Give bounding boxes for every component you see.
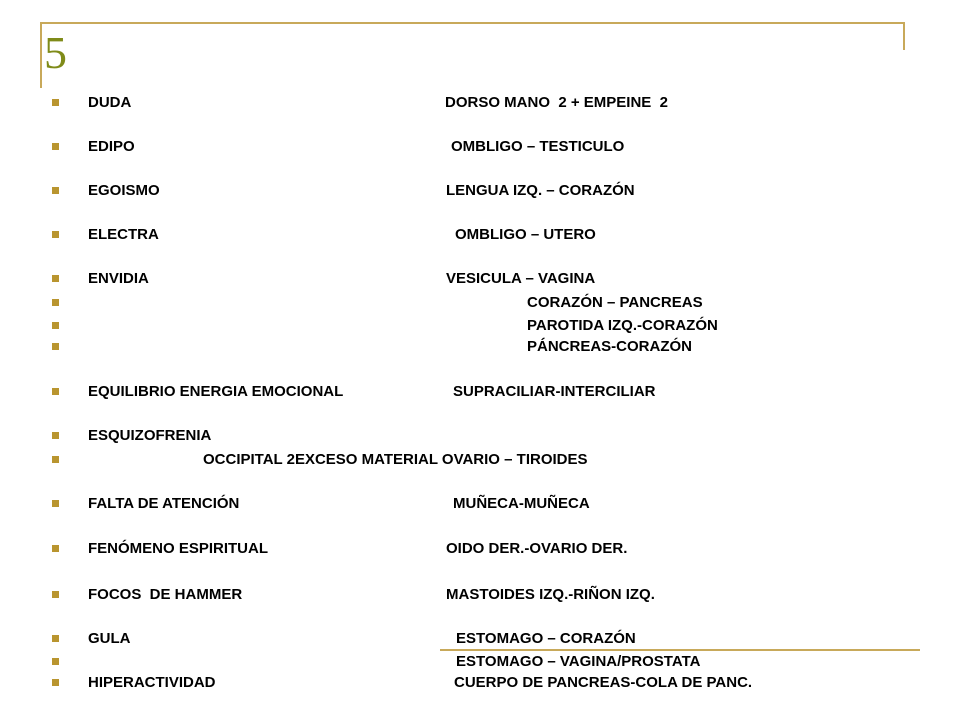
list-item xyxy=(0,629,960,649)
list-item xyxy=(0,181,960,201)
bullet-square-icon xyxy=(52,143,59,150)
bullet-square-icon xyxy=(52,322,59,329)
list-item xyxy=(0,269,960,289)
list-item xyxy=(0,673,960,693)
item-association: MUÑECA-MUÑECA xyxy=(453,495,590,512)
item-association: DORSO MANO 2 + EMPEINE 2 xyxy=(445,94,668,111)
bullet-square-icon xyxy=(52,432,59,439)
item-term: ENVIDIA xyxy=(88,270,149,287)
slide-number: 5 xyxy=(44,27,67,78)
list-item xyxy=(0,450,960,470)
list-item xyxy=(0,382,960,402)
bullet-square-icon xyxy=(52,456,59,463)
bullet-square-icon xyxy=(52,187,59,194)
list-item xyxy=(0,337,960,357)
list-item xyxy=(0,225,960,245)
list-item xyxy=(0,137,960,157)
item-term: FOCOS DE HAMMER xyxy=(88,586,243,603)
item-association: OIDO DER.-OVARIO DER. xyxy=(446,540,628,557)
item-term: ESQUIZOFRENIA xyxy=(88,427,212,444)
bullet-square-icon xyxy=(52,99,59,106)
list-item xyxy=(0,652,960,672)
item-term: GULA xyxy=(88,630,131,647)
bullet-square-icon xyxy=(52,343,59,350)
item-term: HIPERACTIVIDAD xyxy=(88,674,216,691)
bullet-square-icon xyxy=(52,545,59,552)
item-association: PÁNCREAS-CORAZÓN xyxy=(527,338,692,355)
list-item xyxy=(0,585,960,605)
item-term: DUDA xyxy=(88,94,132,111)
bullet-square-icon xyxy=(52,388,59,395)
list-item xyxy=(0,539,960,559)
bullet-square-icon xyxy=(52,591,59,598)
item-term: EGOISMO xyxy=(88,182,160,199)
item-term: EDIPO xyxy=(88,138,135,155)
item-association: PAROTIDA IZQ.-CORAZÓN xyxy=(527,317,718,334)
list-item xyxy=(0,293,960,313)
bullet-square-icon xyxy=(52,275,59,282)
item-term: ELECTRA xyxy=(88,226,159,243)
item-association: ESTOMAGO – CORAZÓN xyxy=(456,630,636,647)
item-term: FENÓMENO ESPIRITUAL xyxy=(88,540,269,557)
list-item xyxy=(0,494,960,514)
item-association: OMBLIGO – UTERO xyxy=(455,226,596,243)
item-association: LENGUA IZQ. – CORAZÓN xyxy=(446,182,635,199)
bullet-square-icon xyxy=(52,635,59,642)
item-association: VESICULA – VAGINA xyxy=(446,270,596,287)
list-item xyxy=(0,93,960,113)
item-association: CORAZÓN – PANCREAS xyxy=(527,294,703,311)
item-association: ESTOMAGO – VAGINA/PROSTATA xyxy=(456,653,701,670)
item-association: OMBLIGO – TESTICULO xyxy=(451,138,625,155)
item-association: MASTOIDES IZQ.-RIÑON IZQ. xyxy=(446,586,655,603)
bullet-square-icon xyxy=(52,231,59,238)
bullet-square-icon xyxy=(52,679,59,686)
item-association: SUPRACILIAR-INTERCILIAR xyxy=(453,383,656,400)
item-association: CUERPO DE PANCREAS-COLA DE PANC. xyxy=(454,674,753,691)
item-association: OCCIPITAL 2EXCESO MATERIAL OVARIO – TIROIDES xyxy=(203,451,588,468)
bullet-square-icon xyxy=(52,658,59,665)
bullet-square-icon xyxy=(52,299,59,306)
item-term: EQUILIBRIO ENERGIA EMOCIONAL xyxy=(88,383,344,400)
bullet-square-icon xyxy=(52,500,59,507)
list-item xyxy=(0,426,960,446)
item-term: FALTA DE ATENCIÓN xyxy=(88,495,240,512)
list-item xyxy=(0,316,960,336)
